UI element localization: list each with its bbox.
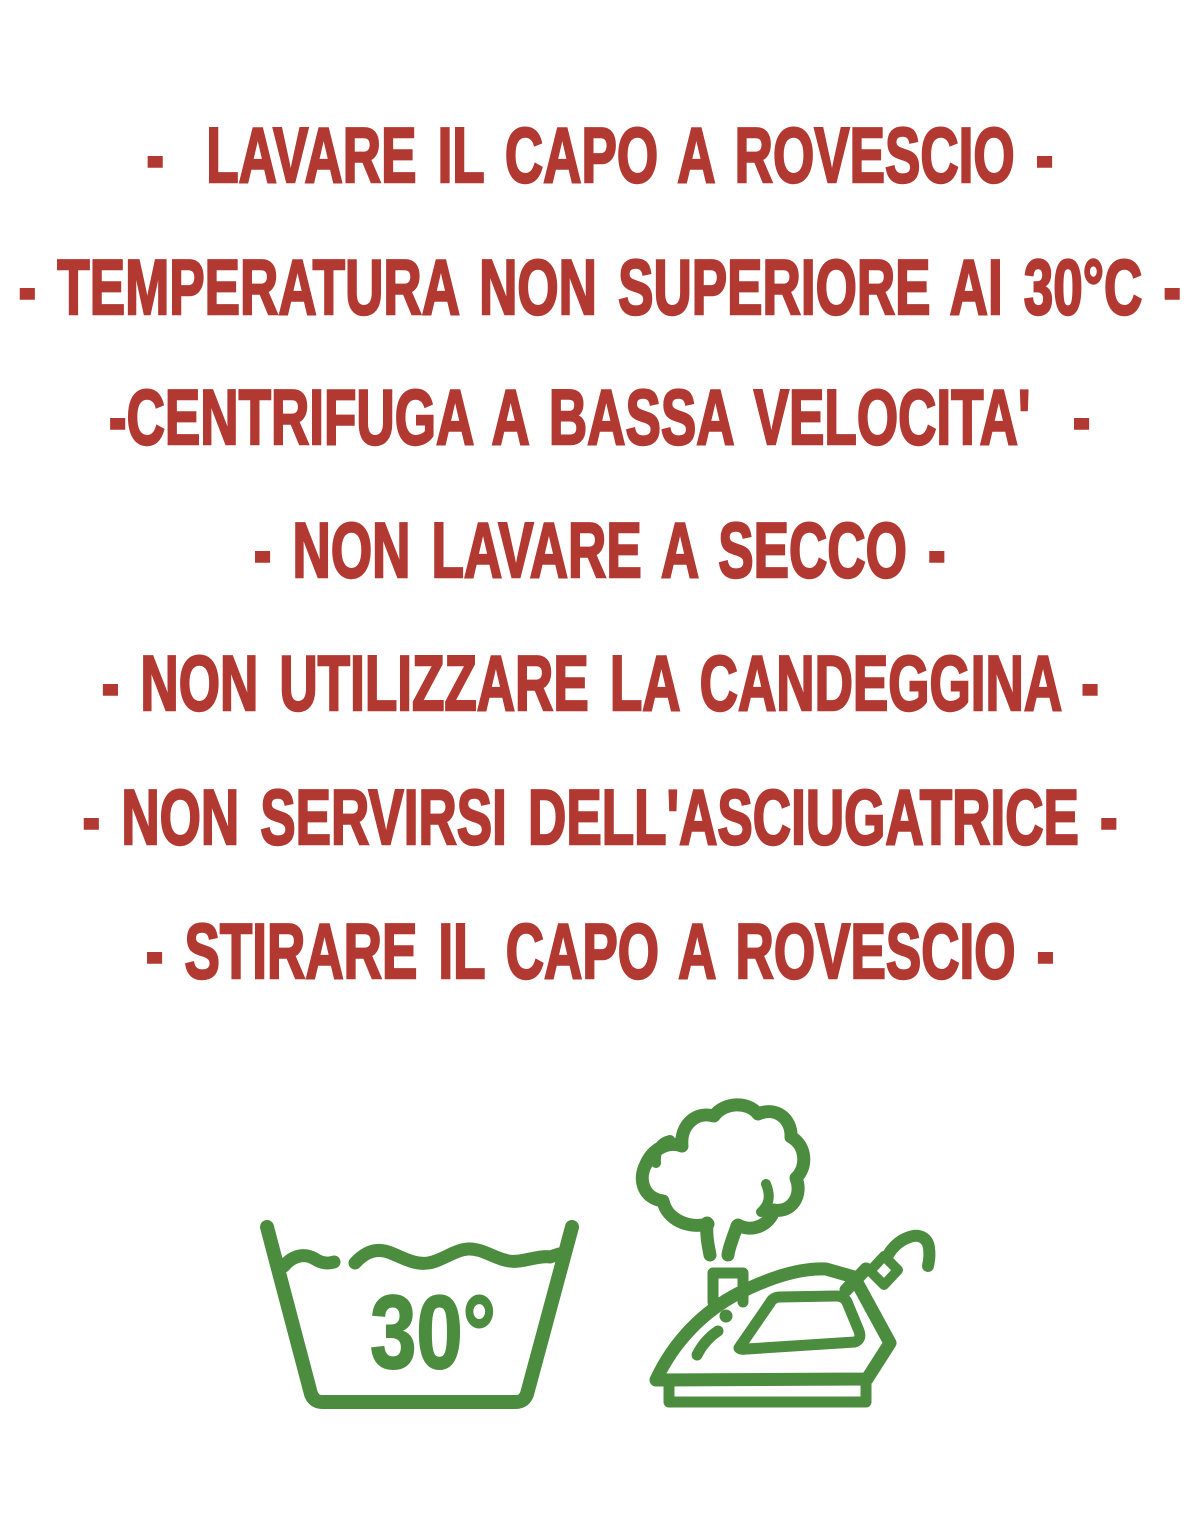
instruction-line-wash-inside-out: - LAVARE IL CAPO A ROVESCIO - xyxy=(146,111,1054,199)
instruction-line-spin-speed: -CENTRIFUGA A BASSA VELOCITA' - xyxy=(109,373,1091,461)
iron-steam-icon xyxy=(628,1096,942,1410)
wash-temperature-label: 30° xyxy=(370,1275,496,1391)
iron-outline xyxy=(628,1096,942,1410)
instruction-line-no-bleach: - NON UTILIZZARE LA CANDEGGINA - xyxy=(101,639,1099,727)
instruction-line-no-dry-clean: - NON LAVARE A SECCO - xyxy=(254,506,946,594)
instruction-line-iron-inside-out: - STIRARE IL CAPO A ROVESCIO - xyxy=(145,907,1055,995)
instruction-line-no-tumble-dry: - NON SERVIRSI DELL'ASCIUGATRICE - xyxy=(82,773,1118,861)
instruction-line-temperature: - TEMPERATURA NON SUPERIORE AI 30°C - xyxy=(18,243,1182,331)
wash-basin-30-icon xyxy=(256,1220,590,1418)
